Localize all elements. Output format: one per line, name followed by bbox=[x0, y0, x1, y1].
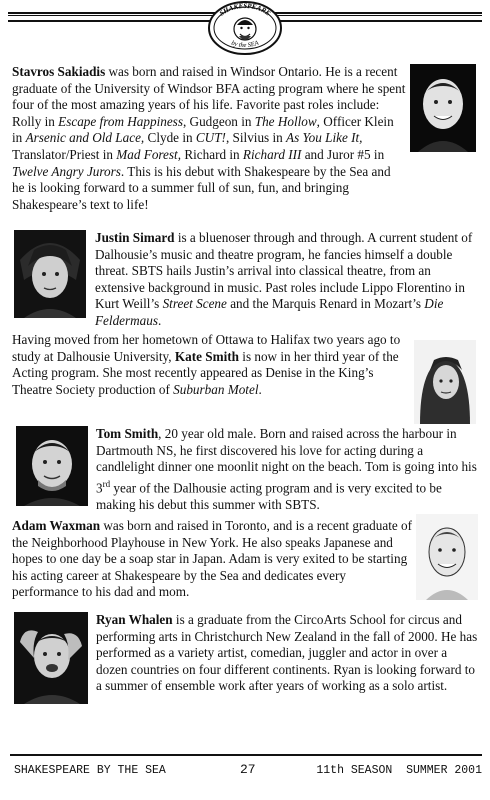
bio-text-segment: Die Feldermaus bbox=[95, 296, 444, 328]
bio-stavros bbox=[12, 64, 406, 213]
bio-text-segment: . bbox=[258, 381, 262, 397]
headshot-tom bbox=[16, 426, 88, 506]
bio-text-segment: is now in her third year of the Acting program. She most recently appeared as Denise in the King’s Theatre Society production of bbox=[12, 348, 399, 397]
bio-text-segment: , Silvius in bbox=[225, 130, 287, 146]
bio-text-segment: , Gudgeon in bbox=[182, 113, 255, 129]
bio-text-segment: was born and raised in Toronto, and is a recent graduate of the Neighborhood Playhouse in New York. He also speaks Japanese and hopes to one day be a soap star in Japan. Adam is very exited to be starting his acting career at Shakespeare by the Sea and dedicates every performance to his dad and mom. bbox=[12, 518, 412, 600]
bio-text-segment: Escape from Happiness bbox=[58, 113, 183, 129]
bio-text-segment: , 20 year old male. Born and raised across the harbour in Dartmouth NS, he first discovered his love for acting during a candlelight dinner one moonlit night on the beach. Tom is going into his 3 bbox=[96, 426, 477, 496]
bio-text-segment: Mad Forest, bbox=[116, 146, 182, 162]
bio-name: Stavros Sakiadis bbox=[12, 64, 106, 79]
bio-text-segment: CUT! bbox=[195, 130, 226, 146]
bio-text-segment: Translator/Priest in bbox=[12, 146, 117, 162]
headshot-ryan bbox=[14, 612, 88, 704]
bio-text-segment: year of the Dalhousie acting program and is very excited to be making his debut this summer with SBTS. bbox=[96, 480, 442, 512]
bio-text-segment: is a bluenoser through and through. A current student of Dalhousie’s music and theatre program, he fancies himself a double threat. SBTS hails Justin’s arrival into classical theatre, from an extensive background in music. Past roles include Lippo Florentino in Kurt Weill’s bbox=[95, 230, 473, 312]
logo-arc-bottom: by the SEA bbox=[230, 39, 260, 50]
bio-text-segment: is a graduate from the CircoArts School for circus and performing arts in Christchurch New Zealand in the fall of 2000. He has performed as a variety artist, comedian, juggler and actor in over a dozen countries on four different continents. Ryan is looking forward to a summer of ensemble work after years of working as a solo artist. bbox=[96, 612, 478, 694]
bio-text-segment: . This is his debut with Shakespeare by the Sea and he is looking forward to a summer full of sun, fun, and bringing Shakespeare’s text to life! bbox=[12, 163, 391, 212]
headshot-justin bbox=[14, 230, 86, 318]
bio-text-segment: and the Marquis Renard in Mozart’s bbox=[226, 296, 425, 312]
bio-name: Ryan Whalen bbox=[96, 612, 173, 627]
bio-text-segment: , Officer Klein in bbox=[12, 113, 394, 146]
bio-kate bbox=[12, 332, 410, 398]
logo-arc-top: SHAKESPEARE bbox=[217, 1, 273, 18]
footer-publication: SHAKESPEARE BY THE SEA bbox=[14, 764, 166, 777]
bio-justin bbox=[95, 230, 480, 330]
bio-text-segment: Richard in bbox=[181, 146, 243, 162]
headshot-stavros bbox=[410, 64, 476, 152]
bio-text-segment: Suburban Motel bbox=[173, 381, 259, 397]
bio-text-segment: As You Like It, bbox=[286, 130, 363, 146]
bio-text-segment: Arsenic and Old Lace, bbox=[25, 130, 145, 146]
bio-text-segment: Having moved from her hometown of Ottawa to Halifax two years ago to study at Dalhousie University, bbox=[12, 332, 401, 364]
bio-name: Tom Smith bbox=[96, 426, 159, 441]
page-number: 27 bbox=[240, 762, 256, 777]
bio-text-segment: Street Scene bbox=[162, 296, 227, 312]
bio-text-segment: The Hollow bbox=[254, 113, 317, 129]
bio-text-segment: . bbox=[158, 312, 162, 328]
page-footer bbox=[10, 754, 482, 778]
bio-text-segment: rd bbox=[102, 478, 111, 489]
bio-adam bbox=[12, 518, 412, 601]
bio-text-segment: Twelve Angry Jurors bbox=[12, 163, 121, 179]
bio-text-segment: Kate Smith bbox=[174, 348, 239, 364]
bio-text-segment: Richard III bbox=[242, 146, 302, 162]
headshot-kate bbox=[414, 340, 476, 424]
bio-name: Justin Simard bbox=[95, 230, 175, 245]
bio-text-segment: and Juror #5 in bbox=[301, 146, 385, 162]
footer-season: 11th SEASON SUMMER 2001 bbox=[316, 764, 482, 777]
bio-text-segment: Clyde in bbox=[144, 130, 196, 146]
headshot-adam bbox=[416, 514, 478, 600]
bio-name: Adam Waxman bbox=[12, 518, 101, 533]
shakespeare-by-the-sea-logo bbox=[206, 0, 284, 56]
bio-tom bbox=[96, 426, 480, 513]
bio-text-segment: was born and raised in Windsor Ontario. He is a recent graduate of the University of Windsor BFA acting program where he spent four of the most amazing years of his life. Favorite past roles include: Rolly in bbox=[12, 64, 406, 129]
bio-ryan bbox=[96, 612, 480, 695]
